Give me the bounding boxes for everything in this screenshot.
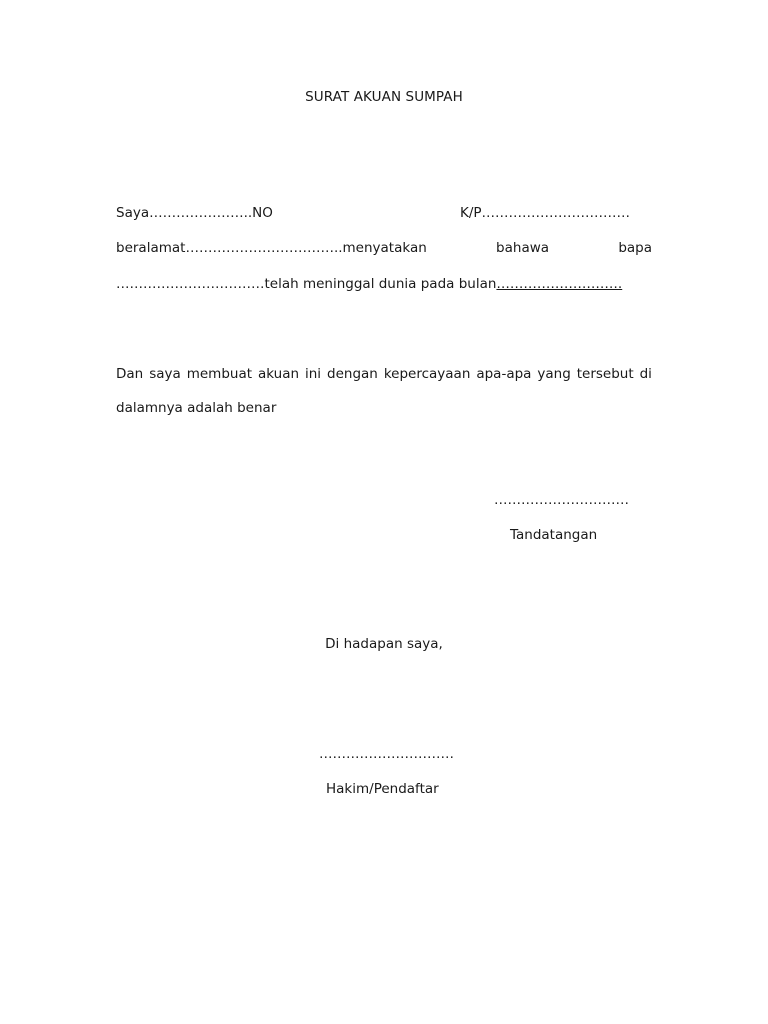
- oath-word: di: [639, 366, 652, 382]
- oath-line-1: [116, 366, 652, 386]
- word-bahawa: bahawa: [496, 240, 550, 256]
- oath-word: akuan: [257, 366, 300, 382]
- month-blank-field: ……………………….: [496, 276, 623, 292]
- signature-dots: …………………………: [494, 492, 629, 508]
- oath-line-2: dalamnya adalah benar: [116, 400, 277, 416]
- oath-word: apa-apa: [476, 366, 532, 382]
- oath-word: membuat: [186, 366, 253, 382]
- oath-word: yang: [537, 366, 571, 382]
- oath-word: tersebut: [576, 366, 634, 382]
- name-no-field: Saya…………………..NO: [116, 205, 273, 221]
- oath-word: saya: [149, 366, 181, 382]
- deceased-statement: ……………………………telah meninggal dunia pada bulan: [116, 276, 497, 292]
- word-bapa: bapa: [618, 240, 652, 256]
- oath-word: dengan: [327, 366, 378, 382]
- signature-label: Tandatangan: [510, 527, 598, 543]
- kp-field: K/P……………………………: [460, 205, 631, 221]
- declaration-line-3: [116, 276, 652, 296]
- judge-signature-dots: …………………………: [319, 746, 454, 762]
- oath-word: Dan: [116, 366, 144, 382]
- declaration-line-1: [116, 205, 652, 225]
- oath-word: ini: [305, 366, 322, 382]
- oath-word: kepercayaan: [383, 366, 471, 382]
- address-field: beralamat……………………………..menyatakan: [116, 240, 427, 256]
- declaration-line-2: [116, 240, 652, 260]
- before-me-text: Di hadapan saya,: [325, 636, 443, 652]
- document-title: SURAT AKUAN SUMPAH: [305, 89, 463, 105]
- judge-label: Hakim/Pendaftar: [326, 781, 439, 797]
